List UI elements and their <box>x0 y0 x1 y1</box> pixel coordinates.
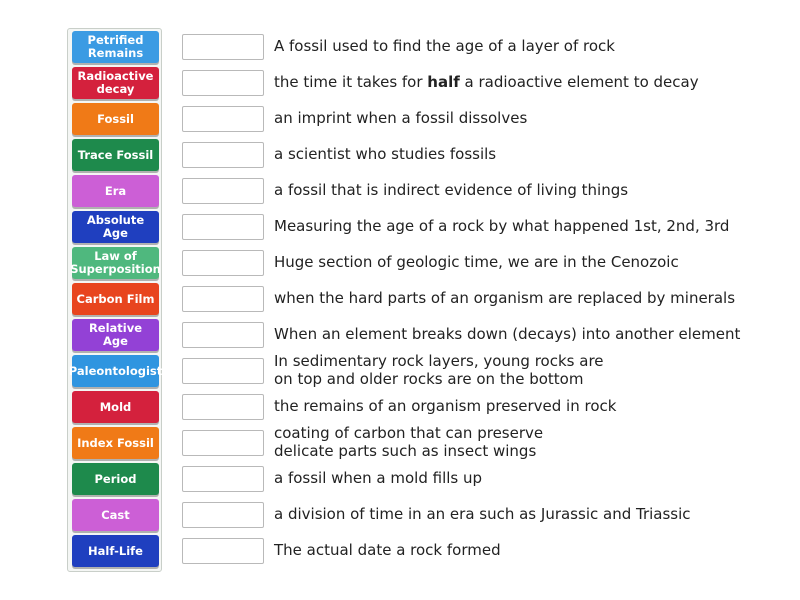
definition-3: an imprint when a fossil dissolves <box>274 109 528 127</box>
drop-slot-5[interactable] <box>182 178 264 204</box>
drop-slot-8[interactable] <box>182 286 264 312</box>
definition-10: In sedimentary rock layers, young rocks are on top and older rocks are on the bottom <box>274 352 604 388</box>
drop-slot-7[interactable] <box>182 250 264 276</box>
definition-1: A fossil used to find the age of a layer of rock <box>274 37 615 55</box>
drop-slot-9[interactable] <box>182 322 264 348</box>
term-tile-absolute-age[interactable]: Absolute Age <box>72 211 159 243</box>
term-tile-radioactive-decay[interactable]: Radioactive decay <box>72 67 159 99</box>
term-tile-relative-age[interactable]: Relative Age <box>72 319 159 351</box>
drop-slot-11[interactable] <box>182 394 264 420</box>
definition-8: when the hard parts of an organism are replaced by minerals <box>274 289 736 307</box>
term-tile-carbon-film[interactable]: Carbon Film <box>72 283 159 315</box>
term-tile-index-fossil[interactable]: Index Fossil <box>72 427 159 459</box>
term-tile-half-life[interactable]: Half-Life <box>72 535 159 567</box>
definition-2 <box>274 64 754 100</box>
definition-11: the remains of an organism preserved in rock <box>274 397 617 415</box>
term-tile-paleontologist[interactable]: Paleontologist <box>72 355 159 387</box>
drop-slot-1[interactable] <box>182 34 264 60</box>
drop-slot-12[interactable] <box>182 430 264 456</box>
definition-6: Measuring the age of a rock by what happened 1st, 2nd, 3rd <box>274 217 730 235</box>
drop-slot-10[interactable] <box>182 358 264 384</box>
definition-2-bold: half <box>427 73 460 91</box>
term-tile-trace-fossil[interactable]: Trace Fossil <box>72 139 159 171</box>
term-tile-period[interactable]: Period <box>72 463 159 495</box>
term-tile-mold[interactable]: Mold <box>72 391 159 423</box>
definition-12: coating of carbon that can preserve delicate parts such as insect wings <box>274 424 544 460</box>
drop-slot-13[interactable] <box>182 466 264 492</box>
definition-7: Huge section of geologic time, we are in the Cenozoic <box>274 253 679 271</box>
drop-slot-2[interactable] <box>182 70 264 96</box>
term-tile-law-of-superposition[interactable]: Law of Superposition <box>72 247 159 279</box>
term-tile-fossil[interactable]: Fossil <box>72 103 159 135</box>
term-tile-cast[interactable]: Cast <box>72 499 159 531</box>
drop-slot-14[interactable] <box>182 502 264 528</box>
definition-14: a division of time in an era such as Jurassic and Triassic <box>274 505 691 523</box>
definition-15: The actual date a rock formed <box>274 541 501 559</box>
term-tile-era[interactable]: Era <box>72 175 159 207</box>
drop-slot-15[interactable] <box>182 538 264 564</box>
drop-slot-4[interactable] <box>182 142 264 168</box>
definition-2-post: a radioactive element to decay <box>459 73 699 91</box>
drop-slot-3[interactable] <box>182 106 264 132</box>
drop-slot-6[interactable] <box>182 214 264 240</box>
definition-4: a scientist who studies fossils <box>274 145 497 163</box>
definition-9: When an element breaks down (decays) into another element <box>274 325 741 343</box>
term-tile-petrified-remains[interactable]: Petrified Remains <box>72 31 159 63</box>
definition-5: a fossil that is indirect evidence of living things <box>274 181 629 199</box>
definition-13: a fossil when a mold fills up <box>274 469 483 487</box>
definition-2-pre: the time it takes for <box>274 73 428 91</box>
